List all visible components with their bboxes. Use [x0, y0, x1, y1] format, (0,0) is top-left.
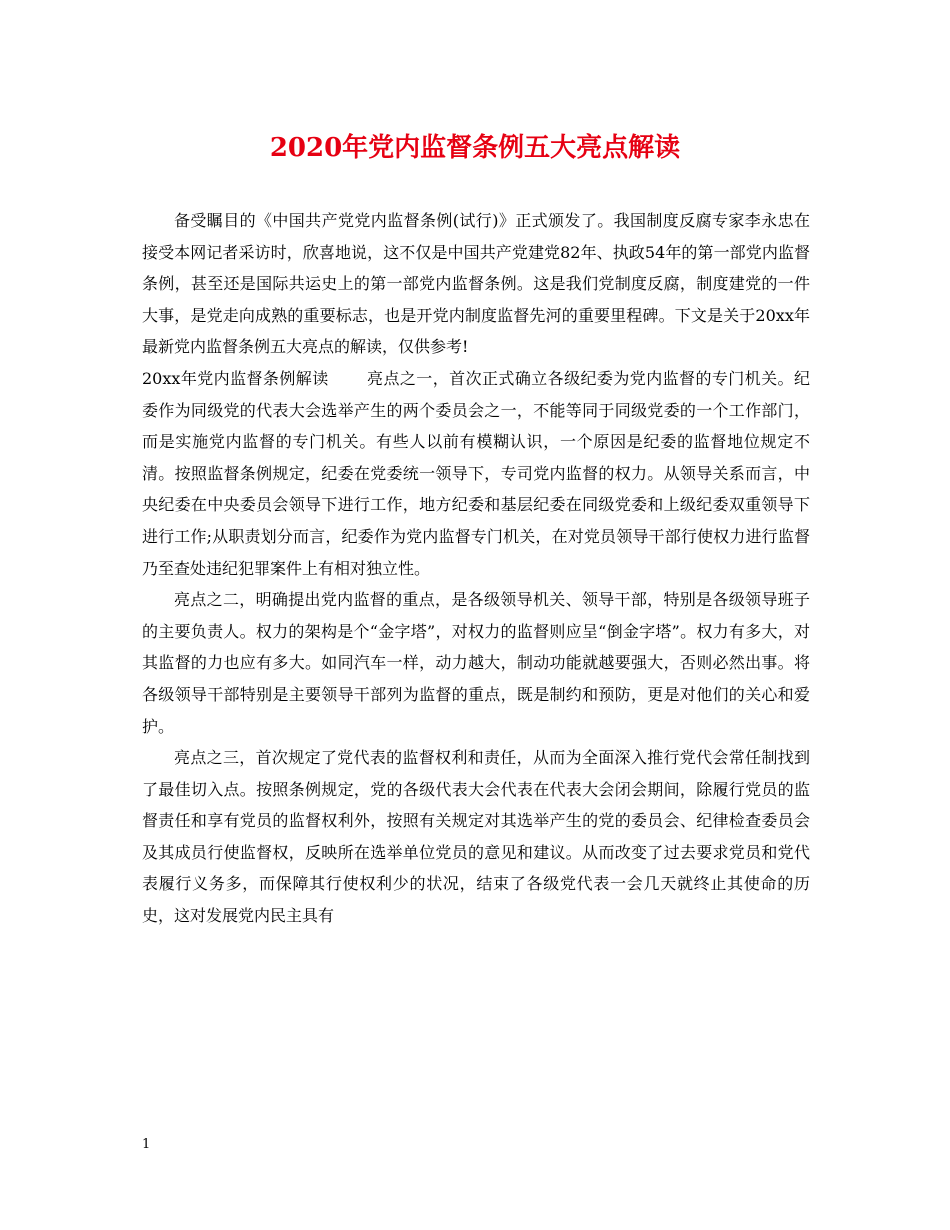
page-number: 1: [142, 1137, 151, 1152]
paragraph-highlight-3: 亮点之三，首次规定了党代表的监督权利和责任，从而为全面深入推行党代会常任制找到了最佳切入点。按照条例规定，党的各级代表大会代表在代表大会闭会期间，除履行党员的监督责任和享有党员的监督权利外，按照有关规定对其选举产生的党的委员会、纪律检查委员会及其成员行使监督权，反映所在选举单位党员的意见和建议。从而改变了过去要求党员和党代表履行义务多，而保障其行使权利少的状况，结束了各级党代表一会几天就终止其使命的历史，这对发展党内民主具有: [142, 748, 810, 926]
paragraph-highlight-1: [142, 363, 810, 584]
section-heading: 20xx年党内监督条例解读: [142, 368, 329, 388]
highlight-1-text: 亮点之一，首次正式确立各级纪委为党内监督的专门机关。纪委作为同级党的代表大会选举产生的两个委员会之一，不能等同于同级党委的一个工作部门，而是实施党内监督的专门机关。有些人以前有模糊认识，一个原因是纪委的监督地位规定不清。按照监督条例规定，纪委在党委统一领导下，专司党内监督的权力。从领导关系而言，中央纪委在中央委员会领导下进行工作，地方纪委和基层纪委在同级党委和上级纪委双重领导下进行工作;从职责划分而言，纪委作为党内监督专门机关，在对党员领导干部行使权力进行监督乃至查处违纪犯罪案件上有相对独立性。: [142, 368, 810, 578]
document-body: [142, 205, 810, 932]
paragraph-intro: 备受瞩目的《中国共产党党内监督条例(试行)》正式颁发了。我国制度反腐专家李永忠在接受本网记者采访时，欣喜地说，这不仅是中国共产党建党82年、执政54年的第一部党内监督条例，甚至还是国际共运史上的第一部党内监督条例。这是我们党制度反腐，制度建党的一件大事，是党走向成熟的重要标志，也是开党内制度监督先河的重要里程碑。下文是关于20xx年最新党内监督条例五大亮点的解读，仅供参考!: [142, 211, 810, 357]
paragraph-highlight-2: 亮点之二，明确提出党内监督的重点，是各级领导机关、领导干部，特别是各级领导班子的主要负责人。权力的架构是个“金字塔”，对权力的监督则应呈“倒金字塔”。权力有多大，对其监督的力也应有多大。如同汽车一样，动力越大，制动功能就越要强大，否则必然出事。将各级领导干部特别是主要领导干部列为监督的重点，既是制约和预防，更是对他们的关心和爱护。: [142, 590, 810, 736]
document-title: 2020年党内监督条例五大亮点解读: [269, 133, 681, 163]
